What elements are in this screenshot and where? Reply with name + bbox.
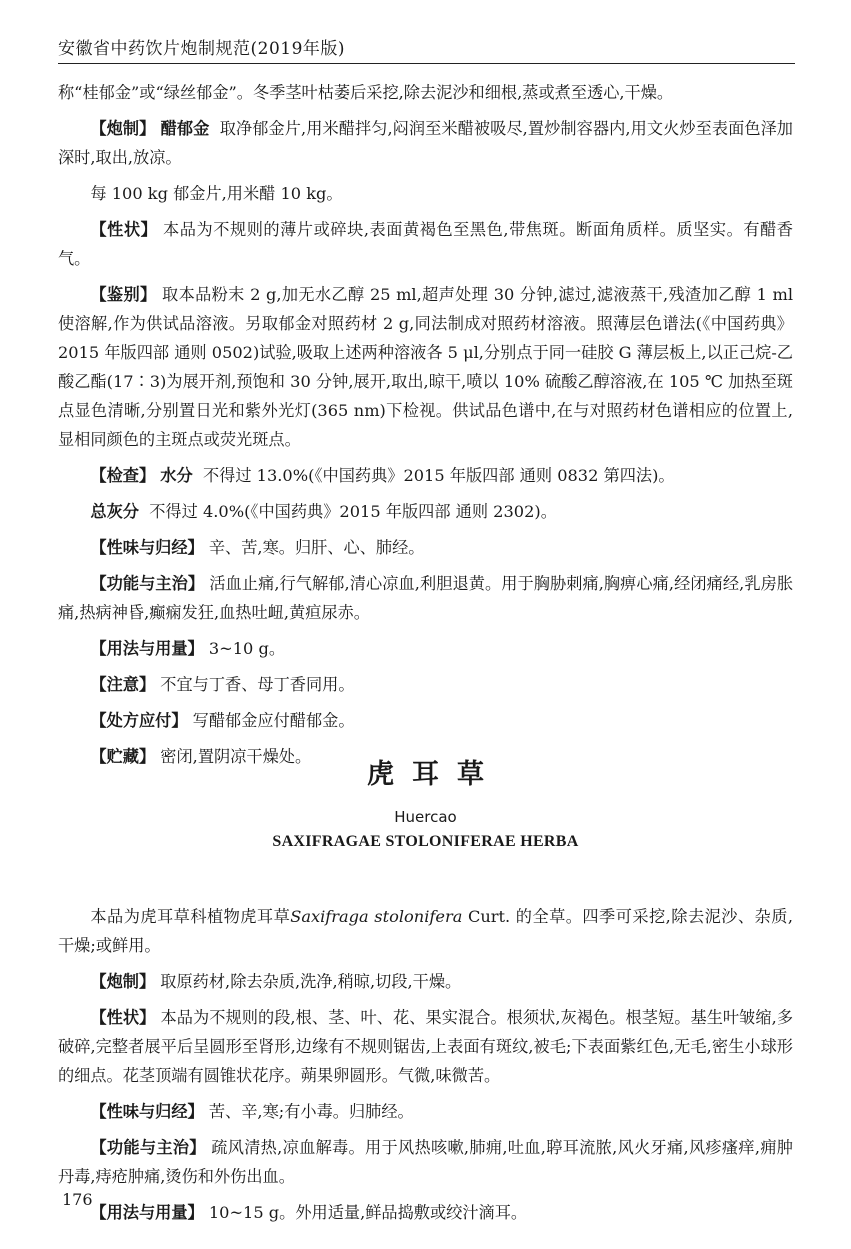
ratio-paragraph: 每 100 kg 郁金片,用米醋 10 kg。 <box>90 184 343 203</box>
vinegar-yujin-label: 醋郁金 <box>160 119 210 138</box>
section-yujin-continued <box>58 78 793 778</box>
storage-text: 密闭,置阴凉干燥处。 <box>160 747 312 766</box>
caution-paragraph <box>58 670 793 699</box>
section-huercao <box>58 902 793 1234</box>
dosage-label: 【用法与用量】 <box>90 639 204 658</box>
processing-paragraph-2 <box>58 967 793 996</box>
dosage-text: 3~10 g。 <box>208 639 286 658</box>
total-ash-text: 不得过 4.0%(《中国药典》2015 年版四部 通则 2302)。 <box>149 502 557 521</box>
nature-paragraph-2 <box>58 1097 793 1126</box>
header-rule <box>58 63 795 64</box>
dosage-paragraph-2 <box>58 1198 793 1227</box>
dosage-text-2: 10~15 g。外用适量,鲜品捣敷或绞汁滴耳。 <box>208 1203 528 1222</box>
intro-paragraph <box>58 902 793 960</box>
prescription-paragraph <box>58 706 793 735</box>
description-text: 本品为不规则的薄片或碎块,表面黄褐色至黑色,带焦斑。断面角质样。质坚实。有醋香气。 <box>58 220 793 268</box>
water-text: 不得过 13.0%(《中国药典》2015 年版四部 通则 0832 第四法)。 <box>202 466 675 485</box>
water-label: 水分 <box>160 466 193 485</box>
monograph-title: 虎耳草 <box>367 759 502 790</box>
monograph-latin-name: SAXIFRAGAE STOLONIFERAE HERBA <box>272 833 579 850</box>
running-head: 安徽省中药饮片炮制规范(2019年版) <box>58 39 346 59</box>
description-label-2: 【性状】 <box>90 1008 156 1027</box>
processing-label: 【炮制】 <box>90 119 156 138</box>
processing-paragraph <box>58 114 793 172</box>
total-ash-label: 总灰分 <box>90 502 139 521</box>
inspection-paragraph <box>58 461 793 490</box>
caution-label: 【注意】 <box>90 675 156 694</box>
inspection-label: 【检查】 <box>90 466 156 485</box>
function-text: 活血止痛,行气解郁,清心凉血,利胆退黄。用于胸胁刺痛,胸痹心痛,经闭痛经,乳房胀痛,热病神昏,癫痫发狂,血热吐衄,黄疸尿赤。 <box>58 574 794 622</box>
dosage-paragraph <box>58 634 793 663</box>
caution-text: 不宜与丁香、母丁香同用。 <box>160 675 355 694</box>
source-paragraph: 称“桂郁金”或“绿丝郁金”。冬季茎叶枯萎后采挖,除去泥沙和细根,蒸或煮至透心,干燥。 <box>58 83 674 102</box>
function-paragraph <box>58 569 793 627</box>
identification-text: 取本品粉末 2 g,加无水乙醇 25 ml,超声处理 30 分钟,滤过,滤液蒸干,残渣加乙醇 1 ml 使溶解,作为供试品溶液。另取郁金对照药材 2 g,同法制成对照药材溶液。照薄层色谱法(《中国药典》2015 年版四部 通则 0502)试验,吸取上述两种溶液各 5 μl,分别点于同一硅胶 G 薄层板上,以正己烷-乙酸乙酯(17∶3)为展开剂,预饱和 30 分钟,展开,取出,晾干,喷以 10% 硫酸乙醇溶液,在 105 ℃ 加热至斑点显色清晰,分别置日光和紫外光灯(365 nm)下检视。供试品色谱中,在与对照药材色谱相应的位置上,显相同颜色的主斑点或荧光斑点。 <box>58 285 793 449</box>
function-text-2: 疏风清热,凉血解毒。用于风热咳嗽,肺痈,吐血,聤耳流脓,风火牙痛,风疹瘙痒,痈肿丹毒,痔疮肿痛,烫伤和外伤出血。 <box>58 1138 793 1186</box>
processing-text: 取净郁金片,用米醋拌匀,闷润至米醋被吸尽,置炒制容器内,用文火炒至表面色泽加深时,取出,放凉。 <box>58 119 793 167</box>
total-ash-paragraph <box>58 497 793 526</box>
intro-post: Curt. 的全草。四季可采挖,除去泥沙、杂质,干燥;或鲜用。 <box>58 907 794 955</box>
dosage-label-2: 【用法与用量】 <box>90 1203 204 1222</box>
function-label-2: 【功能与主治】 <box>90 1138 206 1157</box>
storage-label: 【贮藏】 <box>90 747 156 766</box>
description-label: 【性状】 <box>90 220 158 239</box>
description-paragraph-2 <box>58 1003 793 1090</box>
identification-paragraph <box>58 280 793 454</box>
function-label: 【功能与主治】 <box>90 574 205 593</box>
nature-paragraph <box>58 533 793 562</box>
processing-label-2: 【炮制】 <box>90 972 156 991</box>
nature-text: 辛、苦,寒。归肝、心、肺经。 <box>208 538 425 557</box>
page-number: 176 <box>62 1190 93 1209</box>
function-paragraph-2 <box>58 1133 793 1191</box>
identification-label: 【鉴别】 <box>90 285 157 304</box>
nature-text-2: 苦、辛,寒;有小毒。归肺经。 <box>208 1102 414 1121</box>
nature-label: 【性味与归经】 <box>90 538 204 557</box>
description-paragraph <box>58 215 793 273</box>
processing-text-2: 取原药材,除去杂质,洗净,稍晾,切段,干燥。 <box>160 972 462 991</box>
nature-label-2: 【性味与归经】 <box>90 1102 204 1121</box>
scientific-name: Saxifraga stolonifera <box>290 907 463 926</box>
description-text-2: 本品为不规则的段,根、茎、叶、花、果实混合。根须状,灰褐色。根茎短。基生叶皱缩,多破碎,完整者展平后呈圆形至肾形,边缘有不规则锯齿,上表面有斑纹,被毛;下表面紫红色,无毛,密生小球形的细点。花茎顶端有圆锥状花序。蒴果卵圆形。气微,味微苦。 <box>58 1008 794 1085</box>
prescription-text: 写醋郁金应付醋郁金。 <box>192 711 355 730</box>
monograph-pinyin: Huercao <box>394 808 457 826</box>
prescription-label: 【处方应付】 <box>90 711 188 730</box>
intro-pre: 本品为虎耳草科植物虎耳草 <box>90 907 291 926</box>
